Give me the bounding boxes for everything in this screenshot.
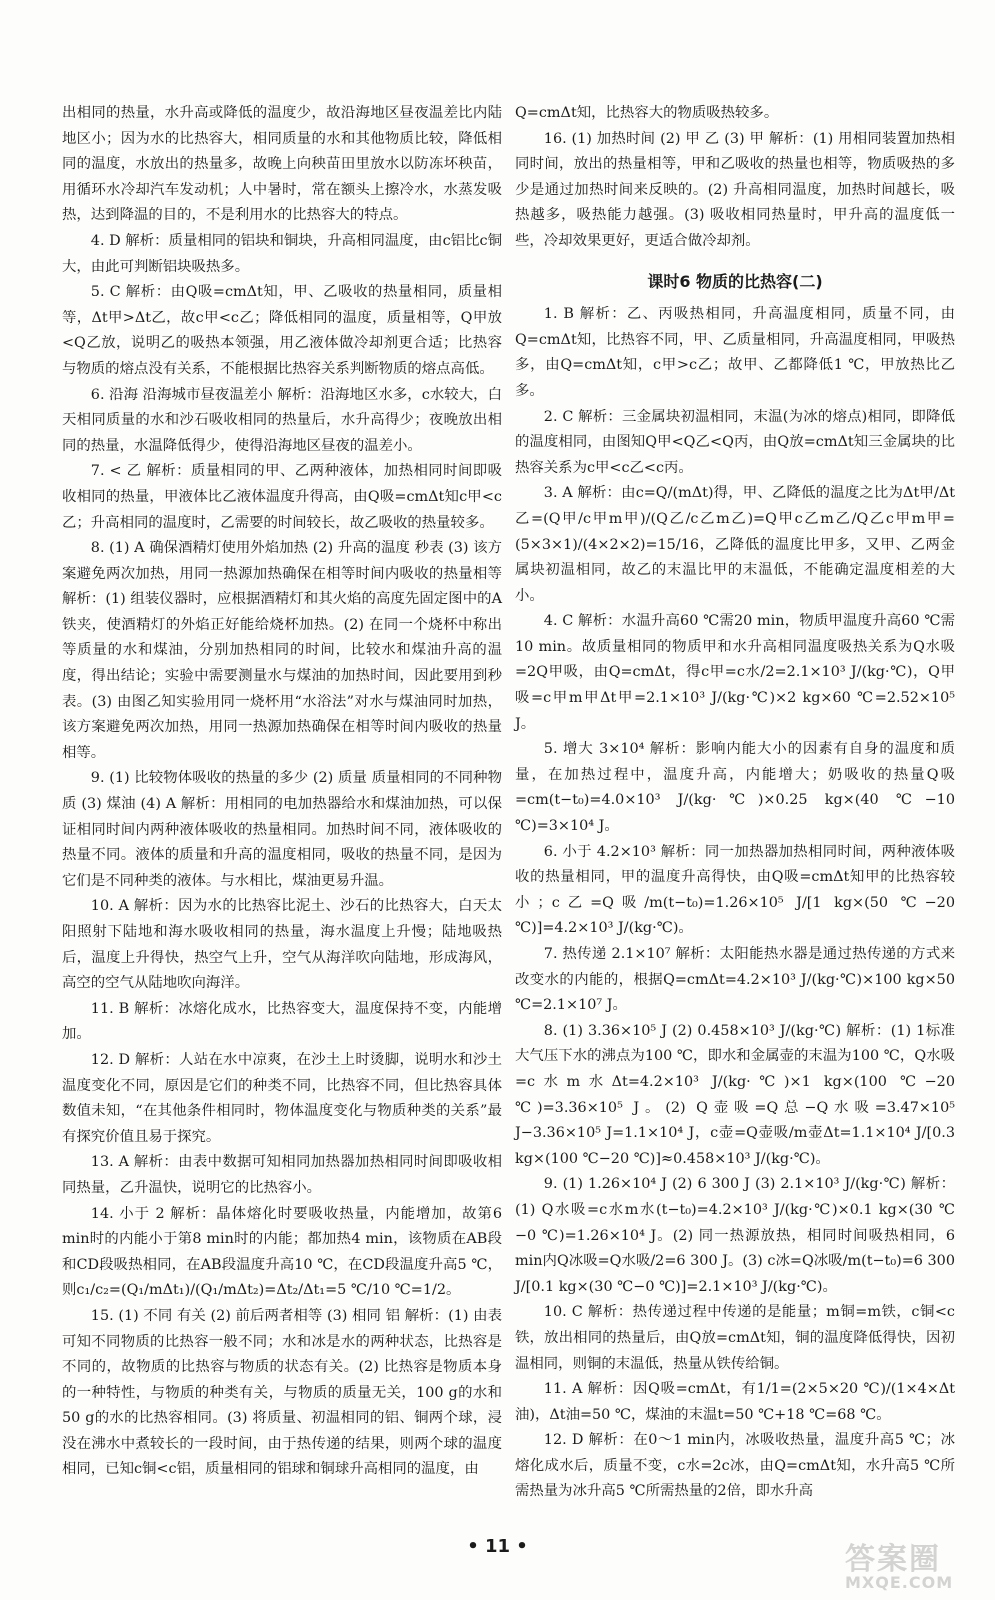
lesson6-answer-12: 12. D 解析：在0～1 min内，冰吸收热量，温度升高5 ℃；冰熔化成水后，质量不变，c水=2c冰，由Q=cmΔt知，水升高5 ℃所需热量为冰升高5 ℃所需热量的2倍，即水升高 (515, 1432, 955, 1500)
answer-6: 6. 沿海 沿海城市昼夜温差小 解析：沿海地区水多，c水较大，白天相同质量的水和沙石吸收相同的热量后，水升高得少；夜晚放出相同的热量，水温降低得少，使得沿海地区昼夜的温差小。 (62, 386, 502, 454)
lesson6-answer-7: 7. 热传递 2.1×10⁷ 解析：太阳能热水器是通过热传递的方式来改变水的内能的，根据Q=cmΔt=4.2×10³ J/(kg·℃)×100 kg×50 ℃=2.1×10⁷ J。 (515, 946, 955, 1014)
lesson6-answer-10: 10. C 解析：热传递过程中传递的是能量；m铜=m铁，c铜<c铁，放出相同的热量后，由Q放=cmΔt知，铜的温度降低得快，因初温相同，则铜的末温低，热量从铁传给铜。 (515, 1304, 955, 1372)
answer-8: 8. (1) A 确保酒精灯使用外焰加热 (2) 升高的温度 秒表 (3) 该方案避免两次加热，用同一热源加热确保在相等时间内吸收的热量相等 解析：(1) 组装仪器时，应根据酒精灯和其火焰的高度先固定图中的A铁夹，使酒精灯的外焰正好能给烧杯加热。(2) 在同一个烧杯中称出等质量的水和煤油，分别加热相同的时间，比较水和煤油升高的温度，得出结论；实验中需要测量水与煤油的加热时间，因此要用到秒表。(3) 由图乙知实验用同一烧杯用“水浴法”对水与煤油同时加热，该方案避免两次加热，用同一热源加热确保在相等时间内吸收的热量相等。 (62, 540, 502, 761)
answer-11: 11. B 解析：冰熔化成水，比热容变大，温度保持不变，内能增加。 (62, 1000, 502, 1043)
answer-7: 7. < 乙 解析：质量相同的甲、乙两种液体，加热相同时间即吸收相同的热量，甲液体比乙液体温度升得高，由Q吸=cmΔt知c甲<c乙；升高相同的温度时，乙需要的时间较长，故乙吸收的热量较多。 (62, 463, 502, 531)
answer-13: 13. A 解析：由表中数据可知相同加热器加热相同时间即吸收相同热量，乙升温快，说明它的比热容小。 (62, 1154, 502, 1196)
answer-paragraph: 出相同的热量，水升高或降低的温度少，故沿海地区昼夜温差比内陆地区小；因为水的比热容大，相同质量的水和其他物质比较，降低相同的温度，水放出的热量多，故晚上向秧苗田里放水以防冻坏秧苗，用循环水冷却汽车发动机；人中暑时，常在额头上擦冷水，水蒸发吸热，达到降温的目的，不是利用水的比热容大的特点。 (62, 105, 502, 224)
lesson6-answer-3: 3. A 解析：由c=Q/(mΔt)得，甲、乙降低的温度之比为Δt甲/Δt乙=(Q甲/c甲m甲)/(Q乙/c乙m乙)=Q甲c乙m乙/Q乙c甲m甲=(5×3×1)/(4×2×2)=15/16，乙降低的温度比甲多，又甲、乙两金属块初温相同，故乙的末温比甲的末温低，不能确定温度相差的大小。 (515, 485, 955, 604)
left-column (62, 101, 502, 1483)
lesson6-answer-1: 1. B 解析：乙、丙吸热相同，升高温度相同，质量不同，由Q=cmΔt知，比热容不同，甲、乙质量相同，升高温度相同，甲吸热多，由Q=cmΔt知，c甲>c乙；故甲、乙都降低1 ℃，甲放热比乙多。 (515, 306, 955, 399)
lesson6-answer-9: 9. (1) 1.26×10⁴ J (2) 6 300 J (3) 2.1×10³ J/(kg·℃) 解析：(1) Q水吸=c水m水(t−t₀)=4.2×10³ J/(kg·℃)×0.1 kg×(30 ℃−0 ℃)=1.26×10⁴ J。(2) 同一热源放热，相同时间吸热相同，6 min内Q冰吸=Q水吸/2=6 300 J。(3) c冰=Q冰吸/m(t−t₀)=6 300 J/[0.1 kg×(30 ℃−0 ℃)]=2.1×10³ J/(kg·℃)。 (515, 1176, 955, 1295)
right-column (515, 101, 955, 1505)
answer-16: 16. (1) 加热时间 (2) 甲 乙 (3) 甲 解析：(1) 用相同装置加热相同时间，放出的热量相等，甲和乙吸收的热量也相等，物质吸热的多少是通过加热时间来反映的。(2) 升高相同温度，加热时间越长，吸热越多，吸热能力越强。(3) 吸收相同热量时，甲升高的温度低一些，冷却效果更好，更适合做冷却剂。 (515, 130, 955, 249)
lesson6-answer-11: 11. A 解析：因Q吸=cmΔt，有1/1=(2×5×20 ℃)/(1×4×Δt油)，Δt油=50 ℃，煤油的末温t=50 ℃+18 ℃=68 ℃。 (515, 1381, 955, 1423)
lesson6-answer-6: 6. 小于 4.2×10³ 解析：同一加热器加热相同时间，两种液体吸收的热量相同，甲的温度升高得快，由Q吸=cmΔt知甲的比热容较小；c乙=Q吸/m(t−t₀)=1.26×10⁵ J/[1 kg×(50 ℃−20 ℃)]=4.2×10³ J/(kg·℃)。 (515, 843, 955, 937)
answer-paragraph: Q=cmΔt知，比热容大的物质吸热较多。 (515, 105, 779, 121)
answer-12: 12. D 解析：人站在水中凉爽，在沙土上时烫脚，说明水和沙土温度变化不同，原因是它们的种类不同，比热容不同，但比热容具体数值未知，“在其他条件相同时，物体温度变化与物质种类的关系”最有探究价值且易于探究。 (62, 1051, 502, 1145)
watermark-url: MXQE.COM (845, 1573, 954, 1592)
watermark-logo (845, 1542, 985, 1593)
answer-15: 15. (1) 不同 有关 (2) 前后两者相等 (3) 相同 铝 解析：(1) 由表可知不同物质的比热容一般不同；水和冰是水的两种状态，比热容是不同的，故物质的比热容与物质的状态有关。(2) 比热容是物质本身的一种特性，与物质的种类有关，与物质的质量无关，100 g的水和50 g的水的比热容相同。(3) 将质量、初温相同的铝、铜两个球，浸没在沸水中煮较长的一段时间，由于热传递的结果，则两个球的温度相同，已知c铜<c铝，质量相同的铝球和铜球升高相同的温度，由 (62, 1307, 502, 1478)
answer-4: 4. D 解析：质量相同的铝块和铜块，升高相同温度，由c铝比c铜大，由此可判断铝块吸热多。 (62, 232, 502, 275)
answer-14: 14. 小于 2 解析：晶体熔化时要吸收热量，内能增加，故第6 min时的内能小于第8 min时的内能；都加热4 min，该物质在AB段和CD段吸热相同，在AB段温度升高10 ℃，在CD段温度升高5 ℃，则c₁/c₂=(Q₁/mΔt₁)/(Q₁/mΔt₂)=Δt₂/Δt₁=5 ℃/10 ℃=1/2。 (62, 1205, 502, 1299)
answer-5: 5. C 解析：由Q吸=cmΔt知，甲、乙吸收的热量相同，质量相等，Δt甲>Δt乙，故c甲<c乙；降低相同的温度，质量相等，Q甲放<Q乙放，说明乙的吸热本领强，用乙液体做冷却剂更合适；比热容与物质的熔点没有关系，不能根据比热容关系判断物质的熔点高低。 (62, 284, 502, 377)
answer-9: 9. (1) 比较物体吸收的热量的多少 (2) 质量 质量相同的不同种物质 (3) 煤油 (4) A 解析：用相同的电加热器给水和煤油加热，可以保证相同时间内两种液体吸收的热量相同。加热时间不同，液体吸收的热量不同。液体的质量和升高的温度相同，吸收的热量不同，是因为它们是不同种类的液体。与水相比，煤油更易升温。 (62, 770, 502, 889)
lesson6-answer-5: 5. 增大 3×10⁴ 解析：影响内能大小的因素有自身的温度和质量，在加热过程中，温度升高，内能增大；奶吸收的热量Q吸=cm(t−t₀)=4.0×10³ J/(kg·℃)×0.25 kg×(40 ℃−10 ℃)=3×10⁴ J。 (515, 741, 955, 835)
lesson6-answer-8: 8. (1) 3.36×10⁵ J (2) 0.458×10³ J/(kg·℃) 解析：(1) 1标准大气压下水的沸点为100 ℃，即水和金属壶的末温为100 ℃，Q水吸=c水m水Δt=4.2×10³ J/(kg·℃)×1 kg×(100 ℃−20 ℃)=3.36×10⁵ J。(2) Q壶吸=Q总−Q水吸=3.47×10⁵ J−3.36×10⁵ J=1.1×10⁴ J，c壶=Q壶吸/m壶Δt=1.1×10⁴ J/[0.3 kg×(100 ℃−20 ℃)]≈0.458×10³ J/(kg·℃)。 (515, 1022, 955, 1167)
lesson6-answer-4: 4. C 解析：水温升高60 ℃需20 min，物质甲温度升高60 ℃需10 min。故质量相同的物质甲和水升高相同温度吸热关系为Q水吸=2Q甲吸，由Q=cmΔt，得c甲=c水/2=2.1×10³ J/(kg·℃)，Q甲吸=c甲m甲Δt甲=2.1×10³ J/(kg·℃)×2 kg×60 ℃=2.52×10⁵ J。 (515, 613, 955, 732)
answer-10: 10. A 解析：因为水的比热容比泥土、沙石的比热容大，白天太阳照射下陆地和海水吸收相同的热量，海水温度上升慢；陆地吸热后，温度上升得快，热空气上升，空气从海洋吹向陆地，形成海风，高空的空气从陆地吹向海洋。 (62, 898, 502, 992)
page-number: • 11 • (467, 1536, 528, 1557)
section-title: 课时6 物质的比热容(二) (647, 271, 823, 291)
watermark-mark: 答案圈 (845, 1542, 941, 1577)
lesson6-answer-2: 2. C 解析：三金属块初温相同，末温(为冰的熔点)相同，即降低的温度相同，由图知Q甲<Q乙<Q丙，由Q放=cmΔt知三金属块的比热容关系为c甲<c乙<c丙。 (515, 408, 955, 476)
